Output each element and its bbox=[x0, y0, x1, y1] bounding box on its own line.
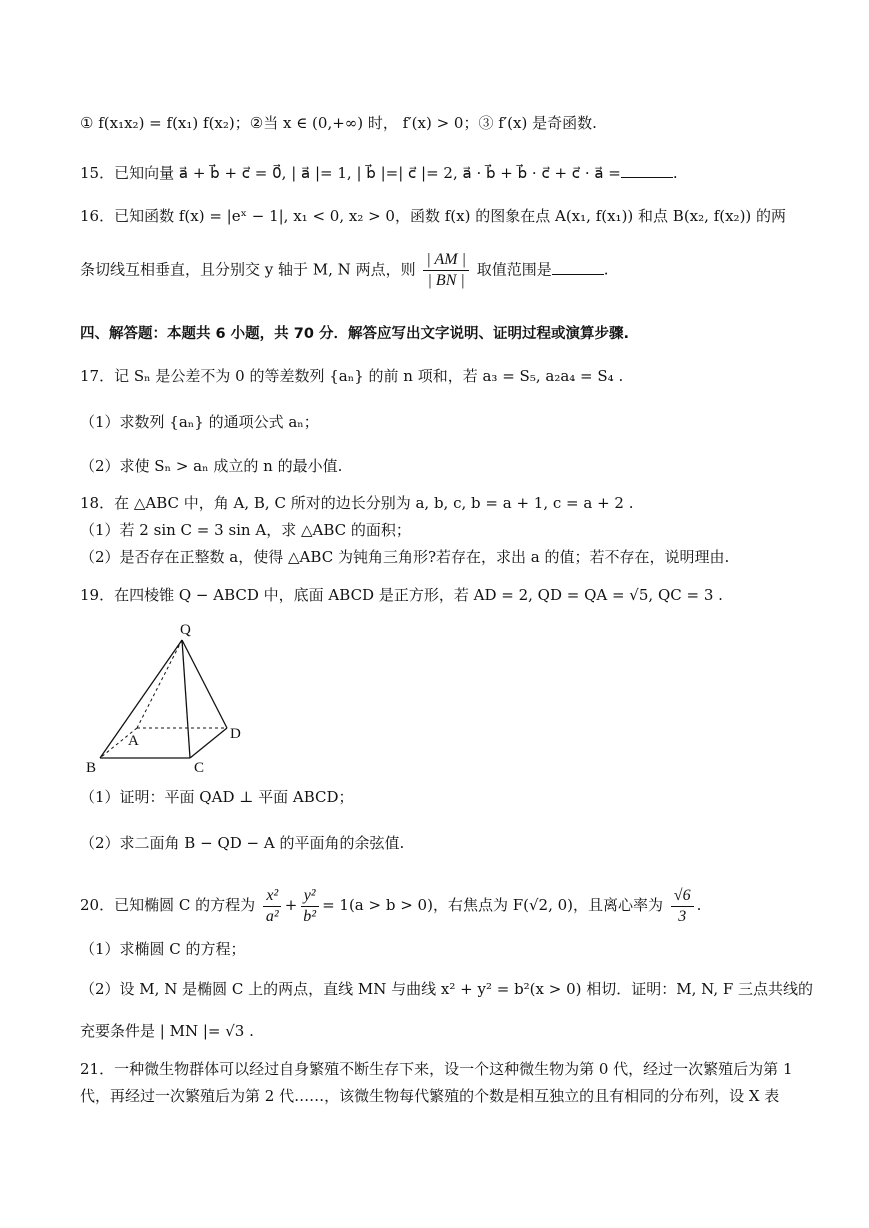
problem-16-line-2: 条切线互相垂直，且分别交 y 轴于 M, N 两点，则 $\frac{| AM |}{| BN |}$ 取值范围是 . bbox=[80, 251, 609, 289]
problem-20-part-1: （1）求椭圆 C 的方程； bbox=[80, 940, 246, 958]
line-item-1: ① f(x₁x₂) = f(x₁) f(x₂)；②当 x ∈ (0,+∞) 时， f′(x) > 0；③ f′(x) 是奇函数. bbox=[80, 114, 597, 132]
fraction-am-bn: $\frac{| AM |}{| BN |}$ bbox=[423, 250, 469, 291]
label-a: A bbox=[128, 733, 139, 749]
edge-qa bbox=[137, 640, 182, 728]
problem-17: 17．记 Sₙ 是公差不为 0 的等差数列 {aₙ} 的前 n 项和，若 a₃ = S₅, a₂a₄ = S₄ . bbox=[80, 367, 624, 385]
section-heading: 四、解答题：本题共 6 小题，共 70 分．解答应写出文字说明、证明过程或演算步骤. bbox=[80, 326, 629, 342]
pyramid-figure bbox=[82, 620, 262, 780]
problem-19-part-1: （1）证明：平面 QAD ⊥ 平面 ABCD； bbox=[80, 788, 354, 806]
problem-18: 18．在 △ABC 中，角 A, B, C 所对的边长分别为 a, b, c, b = a + 1, c = a + 2 . bbox=[80, 494, 634, 512]
problem-15: 15．已知向量 a⃗ + b⃗ + c⃗ = 0⃗, | a⃗ |= 1, | b⃗ |=| c⃗ |= 2, a⃗ · b⃗ + b⃗ · c⃗ + c⃗ · a⃗ = . bbox=[80, 164, 678, 182]
problem-20-part-2: （2）设 M, N 是椭圆 C 上的两点，直线 MN 与曲线 x² + y² = b²(x > 0) 相切．证明：M, N, F 三点共线的 bbox=[80, 980, 814, 998]
problem-17-part-2: （2）求使 Sₙ > aₙ 成立的 n 的最小值. bbox=[80, 457, 343, 475]
problem-20: 20．已知椭圆 C 的方程为 $\frac{\text{x²}}{\text{a²}}$ + $\frac{\text{y²}}{\text{b²}}$ = 1(a > b > 0)，右焦点为 F(√2, 0)，且离心率为 $\frac{√6}{3}$ . bbox=[80, 886, 702, 925]
problem-18-part-2: （2）是否存在正整数 a，使得 △ABC 为钝角三角形?若存在，求出 a 的值；若不存在，说明理由. bbox=[80, 548, 730, 566]
edge-qb bbox=[100, 640, 182, 758]
fraction-x2-a2: $\frac{\text{x²}}{\text{a²}}$ bbox=[263, 886, 282, 927]
problem-16-line-1: 16．已知函数 f(x) = |eˣ − 1|, x₁ < 0, x₂ > 0，函数 f(x) 的图象在点 A(x₁, f(x₁)) 和点 B(x₂, f(x₂)) 的两 bbox=[80, 207, 787, 225]
answer-blank bbox=[552, 260, 604, 275]
label-q: Q bbox=[180, 622, 191, 638]
edge-cd bbox=[190, 728, 227, 758]
problem-21-line-2: 代，再经过一次繁殖后为第 2 代……，该微生物每代繁殖的个数是相互独立的且有相同的分布列，设 X 表 bbox=[80, 1087, 780, 1105]
fraction-eccentricity: $\frac{√6}{3}$ bbox=[671, 886, 694, 927]
edge-qd bbox=[182, 640, 227, 728]
label-d: D bbox=[230, 726, 241, 742]
answer-blank bbox=[621, 163, 673, 178]
problem-20-part-3: 充要条件是 | MN |= √3 . bbox=[80, 1022, 254, 1040]
label-c: C bbox=[194, 760, 205, 776]
fraction-y2-b2: $\frac{\text{y²}}{\text{b²}}$ bbox=[300, 886, 319, 927]
label-b: B bbox=[86, 760, 97, 776]
problem-21-line-1: 21．一种微生物群体可以经过自身繁殖不断生存下来，设一个这种微生物为第 0 代，经过一次繁殖后为第 1 bbox=[80, 1060, 793, 1078]
problem-19: 19．在四棱锥 Q − ABCD 中，底面 ABCD 是正方形，若 AD = 2, QD = QA = √5, QC = 3 . bbox=[80, 586, 723, 604]
problem-19-part-2: （2）求二面角 B − QD − A 的平面角的余弦值. bbox=[80, 834, 405, 852]
problem-18-part-1: （1）若 2 sin C = 3 sin A，求 △ABC 的面积； bbox=[80, 521, 411, 539]
edge-qc bbox=[182, 640, 190, 758]
problem-17-part-1: （1）求数列 {aₙ} 的通项公式 aₙ； bbox=[80, 413, 319, 431]
